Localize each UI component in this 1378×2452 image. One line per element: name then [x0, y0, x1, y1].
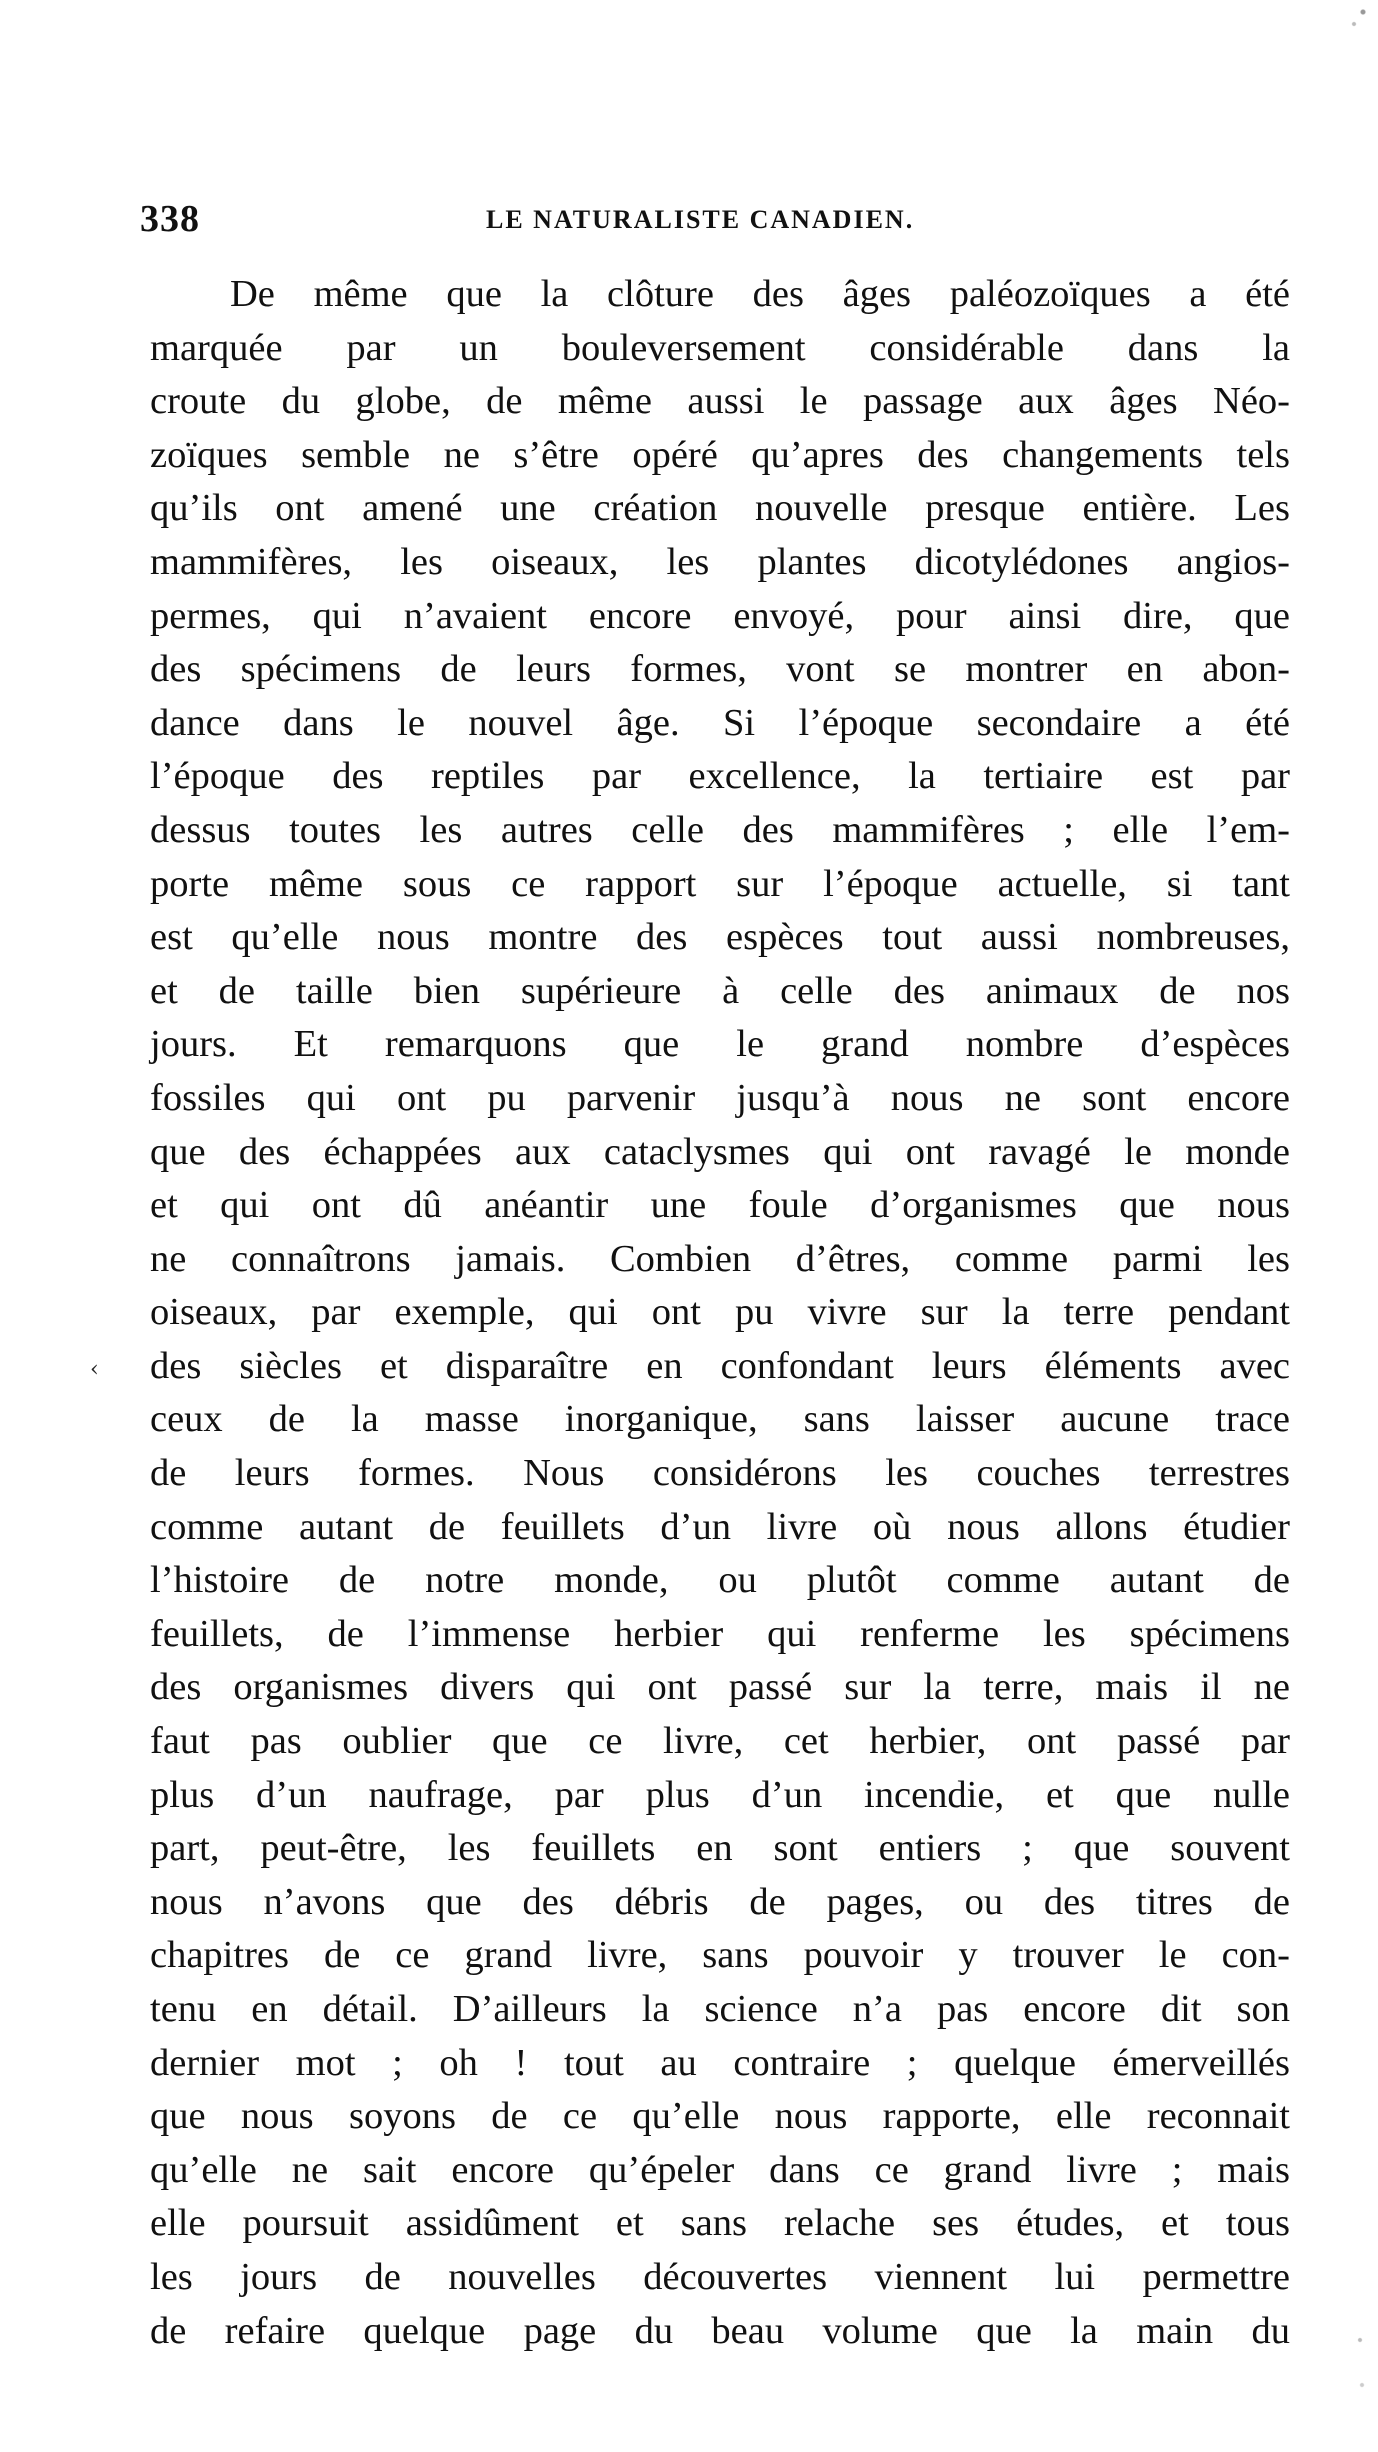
text-line: les jours de nouvelles découvertes viennent lui permettre	[150, 2255, 1290, 2298]
text-line: mammifères, les oiseaux, les plantes dicotylédones angios-	[150, 540, 1290, 583]
paper-speck	[1350, 2322, 1370, 2412]
text-line: dessus toutes les autres celle des mammifères ; elle l’em-	[150, 808, 1290, 851]
text-line: marquée par un bouleversement considérable dans la	[150, 326, 1290, 369]
text-line: porte même sous ce rapport sur l’époque actuelle, si tant	[150, 862, 1290, 905]
body-text	[150, 268, 1290, 2358]
text-line: feuillets, de l’immense herbier qui renferme les spécimens	[150, 1612, 1290, 1655]
text-line: tenu en détail. D’ailleurs la science n’a pas encore dit son	[150, 1988, 1290, 2030]
text-line: des spécimens de leurs formes, vont se montrer en abon-	[150, 648, 1290, 691]
text-line: dance dans le nouvel âge. Si l’époque secondaire a été	[150, 701, 1290, 744]
text-line: qu’elle ne sait encore qu’épeler dans ce grand livre ; mais	[150, 2148, 1290, 2191]
text-line: que des échappées aux cataclysmes qui ont ravagé le monde	[150, 1130, 1290, 1173]
text-line: part, peut-être, les feuillets en sont entiers ; que souvent	[150, 1827, 1290, 1870]
text-line: ne connaîtrons jamais. Combien d’êtres, comme parmi les	[150, 1237, 1290, 1280]
text-line: des siècles et disparaître en confondant leurs éléments avec	[150, 1344, 1290, 1387]
text-line: permes, qui n’avaient encore envoyé, pour ainsi dire, que	[150, 594, 1290, 637]
text-line: qu’ils ont amené une création nouvelle presque entière. Les	[150, 487, 1290, 530]
text-line: faut pas oublier que ce livre, cet herbier, ont passé par	[150, 1720, 1290, 1763]
text-line: et qui ont dû anéantir une foule d’organismes que nous	[150, 1184, 1290, 1227]
text-line: De même que la clôture des âges paléozoïques a été	[230, 273, 1290, 315]
text-line: oiseaux, par exemple, qui ont pu vivre sur la terre pendant	[150, 1291, 1290, 1334]
text-line: jours. Et remarquons que le grand nombre d’espèces	[150, 1023, 1290, 1066]
margin-mark: ‹	[90, 1357, 99, 1382]
running-title: LE NATURALISTE CANADIEN.	[486, 205, 915, 234]
text-line: fossiles qui ont pu parvenir jusqu’à nous ne sont encore	[150, 1076, 1290, 1119]
text-line: comme autant de feuillets d’un livre où nous allons étudier	[150, 1505, 1290, 1548]
page-number: 338	[140, 198, 200, 240]
text-line: plus d’un naufrage, par plus d’un incendie, et que nulle	[150, 1773, 1290, 1816]
paper-speck	[1342, 0, 1372, 40]
text-line: de leurs formes. Nous considérons les couches terrestres	[150, 1452, 1290, 1495]
text-line: que nous soyons de ce qu’elle nous rapporte, elle reconnait	[150, 2095, 1290, 2138]
text-line: nous n’avons que des débris de pages, ou des titres de	[150, 1880, 1290, 1923]
text-line: zoïques semble ne s’être opéré qu’apres des changements tels	[150, 433, 1290, 476]
text-line: dernier mot ; oh ! tout au contraire ; quelque émerveillés	[150, 2041, 1290, 2084]
text-line: est qu’elle nous montre des espèces tout aussi nombreuses,	[150, 916, 1290, 959]
text-line: de refaire quelque page du beau volume que la main du	[150, 2309, 1290, 2352]
text-line: l’époque des reptiles par excellence, la tertiaire est par	[150, 755, 1290, 798]
text-line: et de taille bien supérieure à celle des animaux de nos	[150, 969, 1290, 1012]
text-line: chapitres de ce grand livre, sans pouvoir y trouver le con-	[150, 1934, 1290, 1977]
text-line: elle poursuit assidûment et sans relache ses études, et tous	[150, 2202, 1290, 2245]
text-line: croute du globe, de même aussi le passage aux âges Néo-	[150, 380, 1290, 423]
text-line: l’histoire de notre monde, ou plutôt comme autant de	[150, 1559, 1290, 1602]
text-line: des organismes divers qui ont passé sur la terre, mais il ne	[150, 1666, 1290, 1709]
text-line: ceux de la masse inorganique, sans laisser aucune trace	[150, 1398, 1290, 1441]
